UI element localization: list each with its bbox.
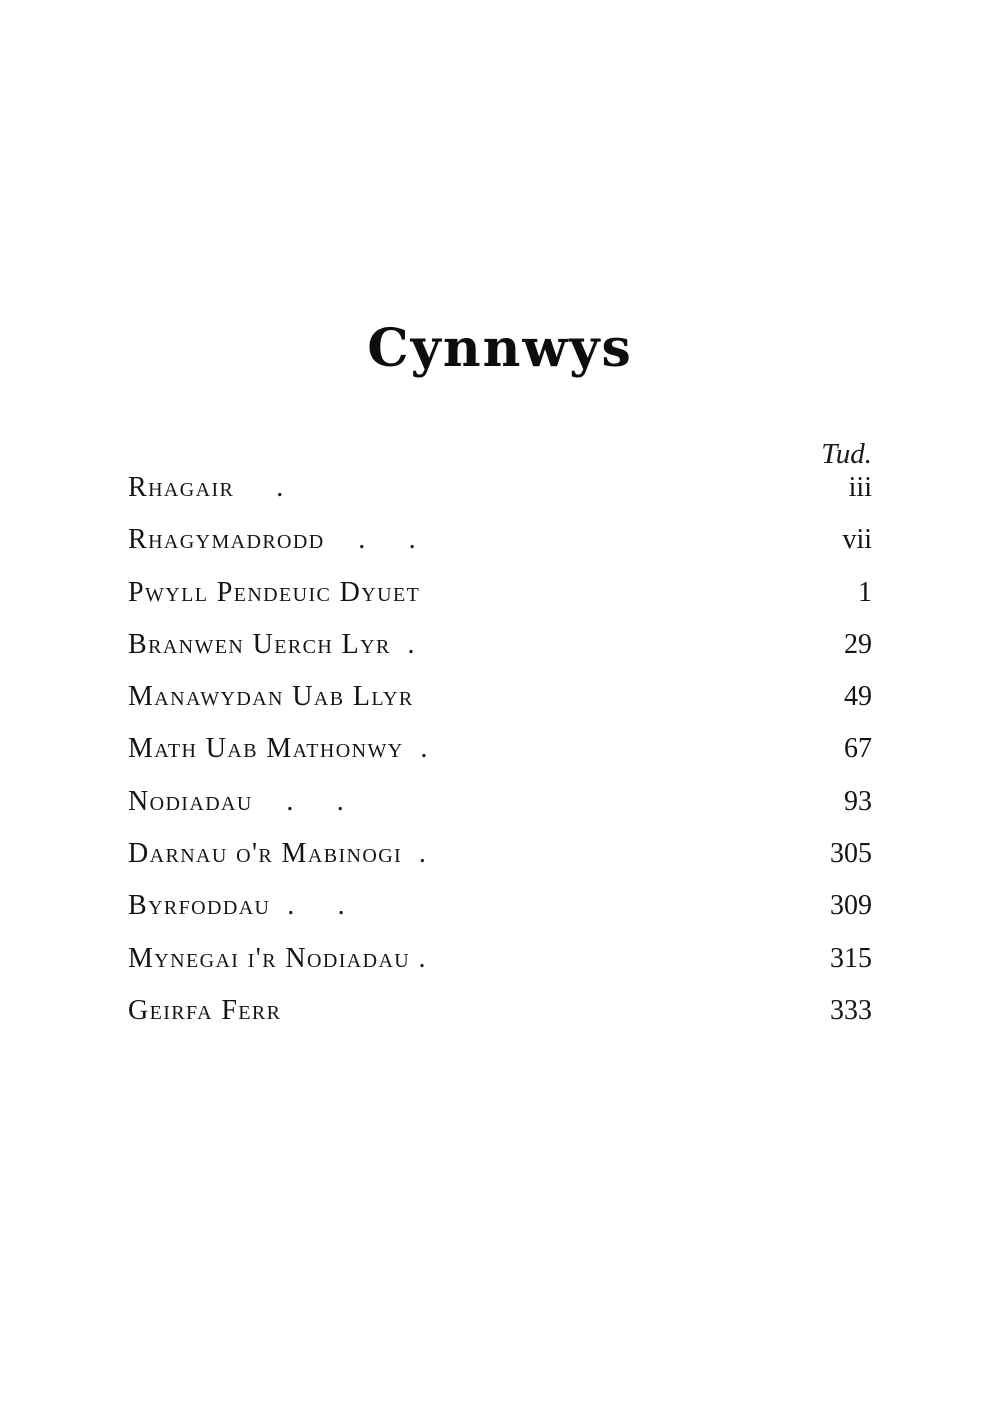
toc-row: [128, 577, 872, 629]
toc-row: [128, 943, 872, 995]
toc-row: [128, 472, 872, 524]
toc-entry-page: 93: [844, 785, 872, 817]
toc-entry-page: iii: [848, 472, 872, 503]
toc-entry-page: 29: [844, 628, 872, 660]
toc-entry-label: Branwen Uerch Lyr .: [128, 628, 416, 660]
toc-row: [128, 995, 872, 1047]
toc-entry-label: Mynegai i'r Nodiadau .: [128, 942, 427, 974]
toc-entry-page: 333: [830, 994, 872, 1026]
toc-row: [128, 786, 872, 838]
toc-entry-label: Geirfa Ferr: [128, 994, 282, 1026]
toc-entry-page: 49: [844, 681, 872, 713]
toc-entry-page: 315: [830, 942, 872, 974]
toc-entry-label: Rhagymadrodd . .: [128, 524, 417, 556]
toc-row: [128, 890, 872, 942]
toc-row: [128, 838, 872, 890]
toc-entry-page: 309: [830, 890, 872, 922]
toc-entry-label: Rhagair .: [128, 472, 285, 503]
toc-row: [128, 629, 872, 681]
page-title: Cynnwys: [367, 318, 633, 379]
toc-entry-page: 67: [844, 733, 872, 765]
toc-entry-page: vii: [842, 524, 872, 556]
toc-entry-label: Byrfoddau . .: [128, 890, 346, 922]
toc-row: [128, 733, 872, 785]
toc-row: [128, 524, 872, 576]
toc-entry-label: Darnau o'r Mabinogi .: [128, 838, 428, 870]
toc-entry-page: 1: [858, 576, 872, 608]
toc-entry-label: Pwyll Pendeuic Dyuet: [128, 576, 421, 608]
toc-row: [128, 681, 872, 733]
toc-entry-label: Manawydan Uab Llyr: [128, 681, 414, 713]
page-column-heading: Tud.: [821, 438, 872, 470]
table-of-contents: [128, 472, 872, 1047]
toc-entry-label: Math Uab Mathonwy .: [128, 733, 429, 765]
toc-entry-label: Nodiadau . .: [128, 785, 346, 817]
toc-entry-page: 305: [830, 838, 872, 870]
